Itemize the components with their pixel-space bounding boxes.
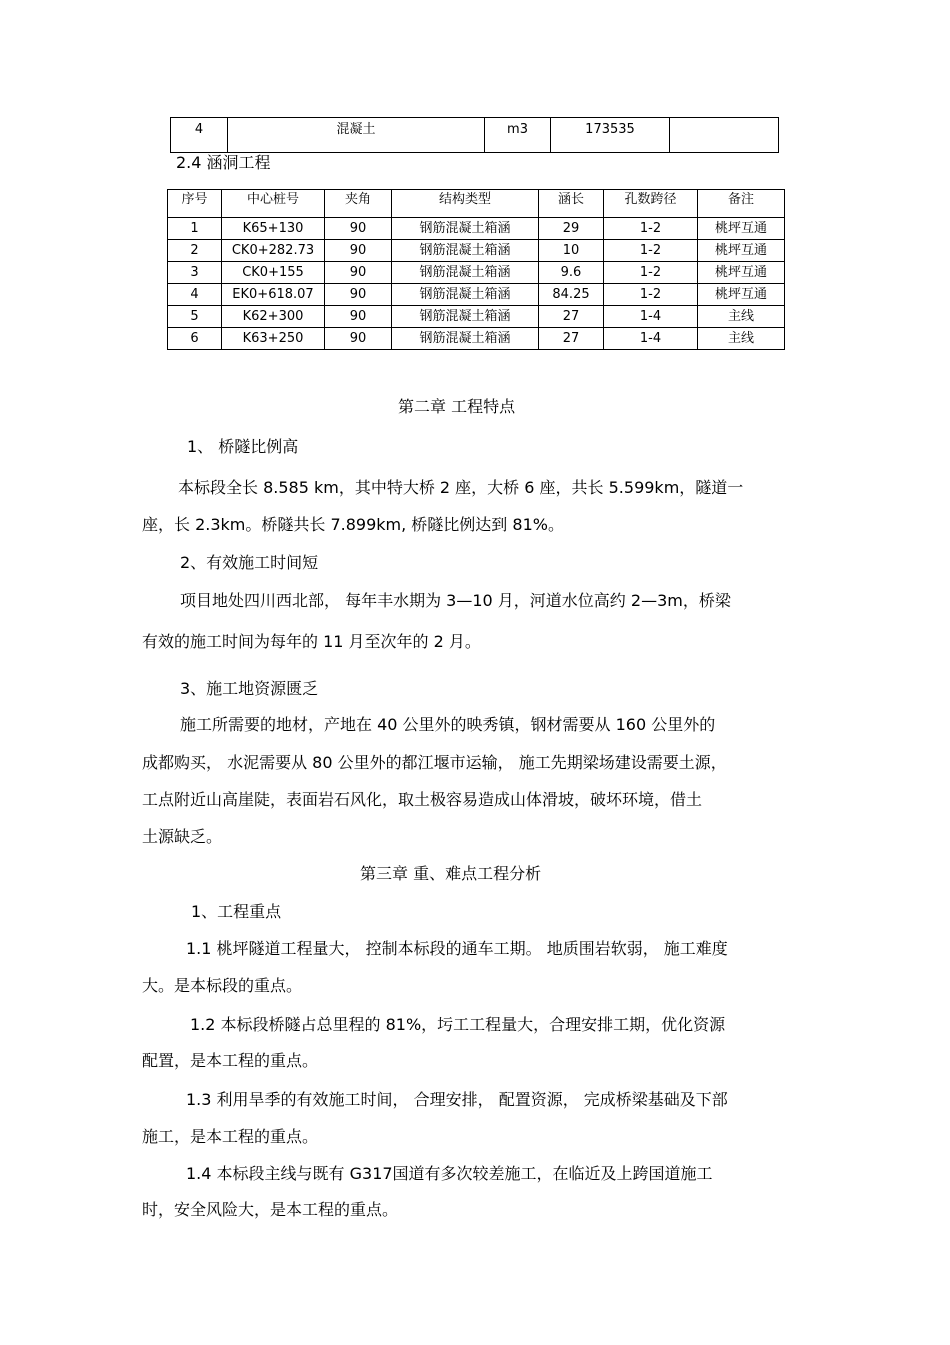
column-header: 备注: [698, 190, 785, 218]
table-cell: 钢筋混凝土箱涵: [392, 262, 539, 284]
table-row: [168, 262, 785, 284]
table-cell: [670, 118, 779, 153]
table-cell: 90: [325, 240, 392, 262]
chapter-3-title: 第三章 重、难点工程分析: [360, 864, 542, 883]
chapter-2-section-3-heading: 3、施工地资源匮乏: [180, 679, 319, 698]
chapter-2-title: 第二章 工程特点: [398, 397, 516, 416]
table-cell: 钢筋混凝土箱涵: [392, 240, 539, 262]
paragraph-line: 大。是本标段的重点。: [142, 976, 303, 995]
table-cell: 1-2: [604, 262, 698, 284]
table-cell: m3: [485, 118, 551, 153]
paragraph-line: 土源缺乏。: [142, 827, 223, 846]
table-row: [168, 218, 785, 240]
column-header: 涵长: [539, 190, 604, 218]
table-cell: 桃坪互通: [698, 218, 785, 240]
column-header: 中心桩号: [222, 190, 325, 218]
table-cell: 29: [539, 218, 604, 240]
chapter-3-section-1-heading: 1、工程重点: [191, 902, 282, 921]
quantity-table: [170, 117, 779, 153]
table-row: [168, 240, 785, 262]
table-cell: 1-4: [604, 328, 698, 350]
table-cell: K63+250: [222, 328, 325, 350]
paragraph-line: 有效的施工时间为每年的 11 月至次年的 2 月。: [142, 632, 481, 651]
column-header: 结构类型: [392, 190, 539, 218]
table-header-row: [168, 190, 785, 218]
table-cell: 主线: [698, 328, 785, 350]
paragraph-line: 施工所需要的地材，产地在 40 公里外的映秀镇，钢材需要从 160 公里外的: [180, 715, 716, 734]
paragraph-line: 工点附近山高崖陡，表面岩石风化，取土极容易造成山体滑坡，破坏环境，借土: [142, 790, 703, 809]
table-cell: 3: [168, 262, 222, 284]
paragraph-line: 本标段全长 8.585 km，其中特大桥 2 座，大桥 6 座，共长 5.599km，隧道一: [178, 478, 744, 497]
table-cell: 90: [325, 284, 392, 306]
table-cell: 桃坪互通: [698, 284, 785, 306]
paragraph-line: 配置，是本工程的重点。: [142, 1051, 319, 1070]
paragraph-line: 成都购买， 水泥需要从 80 公里外的都江堰市运输， 施工先期梁场建设需要土源，: [142, 753, 727, 772]
section-heading-2-4: 2.4 涵洞工程: [176, 153, 271, 172]
table-cell: 173535: [551, 118, 670, 153]
table-cell: CK0+155: [222, 262, 325, 284]
chapter-2-section-1-heading: 1、 桥隧比例高: [187, 437, 299, 456]
table-cell: 90: [325, 262, 392, 284]
table-cell: 27: [539, 306, 604, 328]
table-cell: 84.25: [539, 284, 604, 306]
culvert-table: [167, 189, 785, 350]
table-cell: 钢筋混凝土箱涵: [392, 284, 539, 306]
paragraph-line: 施工，是本工程的重点。: [142, 1127, 319, 1146]
table-cell: K62+300: [222, 306, 325, 328]
column-header: 序号: [168, 190, 222, 218]
table-cell: 9.6: [539, 262, 604, 284]
chapter-2-section-2-heading: 2、有效施工时间短: [180, 553, 319, 572]
table-cell: CK0+282.73: [222, 240, 325, 262]
table-cell: 90: [325, 218, 392, 240]
table-cell: 90: [325, 328, 392, 350]
table-cell: 桃坪互通: [698, 262, 785, 284]
paragraph-line: 1.3 利用旱季的有效施工时间， 合理安排， 配置资源， 完成桥梁基础及下部: [186, 1090, 728, 1109]
table-row: [168, 284, 785, 306]
table-cell: 1-4: [604, 306, 698, 328]
table-cell: 10: [539, 240, 604, 262]
table-cell: 混凝土: [228, 118, 485, 153]
table-row: [171, 118, 779, 153]
table-cell: 27: [539, 328, 604, 350]
table-cell: 钢筋混凝土箱涵: [392, 328, 539, 350]
paragraph-line: 1.2 本标段桥隧占总里程的 81%，圬工工程量大，合理安排工期，优化资源: [190, 1015, 726, 1034]
table-cell: 1: [168, 218, 222, 240]
column-header: 夹角: [325, 190, 392, 218]
table-row: [168, 306, 785, 328]
paragraph-line: 座，长 2.3km。桥隧共长 7.899km, 桥隧比例达到 81%。: [142, 515, 564, 534]
column-header: 孔数跨径: [604, 190, 698, 218]
paragraph-line: 1.4 本标段主线与既有 G317国道有多次较差施工，在临近及上跨国道施工: [186, 1164, 713, 1183]
table-cell: 5: [168, 306, 222, 328]
table-cell: 钢筋混凝土箱涵: [392, 218, 539, 240]
table-cell: 4: [171, 118, 228, 153]
table-cell: 90: [325, 306, 392, 328]
table-cell: 1-2: [604, 240, 698, 262]
paragraph-line: 项目地处四川西北部， 每年丰水期为 3—10 月，河道水位高约 2—3m，桥梁: [180, 591, 731, 610]
paragraph-line: 1.1 桃坪隧道工程量大， 控制本标段的通车工期。 地质围岩软弱， 施工难度: [186, 939, 728, 958]
table-cell: 1-2: [604, 284, 698, 306]
table-cell: 2: [168, 240, 222, 262]
table-cell: 桃坪互通: [698, 240, 785, 262]
table-cell: 钢筋混凝土箱涵: [392, 306, 539, 328]
table-cell: 4: [168, 284, 222, 306]
paragraph-line: 时，安全风险大，是本工程的重点。: [142, 1200, 399, 1219]
table-cell: 主线: [698, 306, 785, 328]
table-cell: 6: [168, 328, 222, 350]
table-cell: K65+130: [222, 218, 325, 240]
table-row: [168, 328, 785, 350]
table-cell: EK0+618.07: [222, 284, 325, 306]
table-cell: 1-2: [604, 218, 698, 240]
